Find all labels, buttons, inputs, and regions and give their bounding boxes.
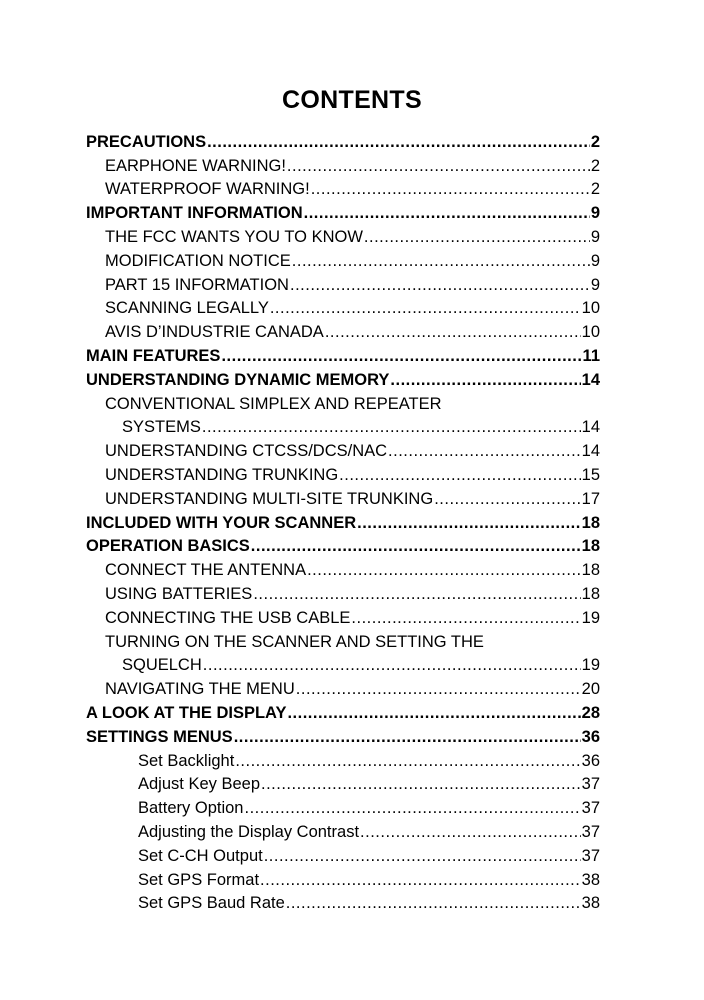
toc-entry-page: 9 <box>590 275 600 294</box>
toc-entry-label: USING BATTERIES <box>105 584 253 603</box>
toc-entry-label: Adjust Key Beep <box>138 775 260 794</box>
toc-entry[interactable] <box>86 747 600 771</box>
toc-leader-dots <box>292 251 590 271</box>
toc-entry-label: UNDERSTANDING TRUNKING <box>105 465 339 484</box>
toc-entry-page: 14 <box>581 370 600 389</box>
toc-leader-dots <box>307 560 581 580</box>
toc-entry-page: 9 <box>590 251 600 270</box>
toc-leader-dots <box>434 489 580 509</box>
toc-entry-label: Set GPS Format <box>138 870 260 889</box>
toc-entry-label: SQUELCH <box>122 656 202 675</box>
toc-entry-page: 14 <box>581 442 600 461</box>
toc-entry[interactable] <box>86 699 600 723</box>
toc-entry[interactable] <box>86 652 600 676</box>
toc-entry-page: 37 <box>581 775 600 794</box>
toc-entry-label: TURNING ON THE SCANNER AND SETTING THE <box>105 632 484 651</box>
toc-entry-label: Set GPS Baud Rate <box>138 894 285 913</box>
toc-entry-label: Set C-CH Output <box>138 846 263 865</box>
toc-entry-page: 38 <box>581 870 600 889</box>
toc-leader-dots <box>390 370 580 390</box>
toc-entry-page: 10 <box>581 299 600 318</box>
toc-entry[interactable] <box>86 437 600 461</box>
toc-entry-page: 9 <box>590 204 600 223</box>
toc-leader-dots <box>339 465 580 485</box>
toc-leader-dots <box>251 536 581 556</box>
toc-entry-label: CONVENTIONAL SIMPLEX AND REPEATER <box>105 394 442 413</box>
toc-entry[interactable] <box>86 128 600 152</box>
toc-entry[interactable] <box>86 199 600 223</box>
toc-entry-label: PART 15 INFORMATION <box>105 275 289 294</box>
toc-leader-dots <box>221 346 581 366</box>
toc-entry-page: 11 <box>582 346 600 365</box>
toc-entry[interactable] <box>86 628 600 652</box>
toc-entry-page: 36 <box>581 751 600 770</box>
toc-leader-dots <box>270 298 581 318</box>
toc-entry-label: CONNECT THE ANTENNA <box>105 561 307 580</box>
toc-entry[interactable] <box>86 556 600 580</box>
toc-entry-label: UNDERSTANDING CTCSS/DCS/NAC <box>105 442 388 461</box>
toc-entry[interactable] <box>86 509 600 533</box>
toc-entry[interactable] <box>86 485 600 509</box>
toc-entry[interactable] <box>86 247 600 271</box>
toc-leader-dots <box>364 227 590 247</box>
toc-entry[interactable] <box>86 271 600 295</box>
toc-entry[interactable] <box>86 295 600 319</box>
toc-entry-label: Set Backlight <box>138 751 235 770</box>
toc-leader-dots <box>360 822 581 842</box>
toc-entry[interactable] <box>86 414 600 438</box>
toc-entry[interactable] <box>86 152 600 176</box>
toc-entry-page: 37 <box>581 799 600 818</box>
toc-leader-dots <box>261 774 581 794</box>
table-of-contents <box>86 128 600 913</box>
toc-entry-label: AVIS D’INDUSTRIE CANADA <box>105 323 324 342</box>
toc-entry-label: THE FCC WANTS YOU TO KNOW <box>105 227 363 246</box>
toc-entry[interactable] <box>86 366 600 390</box>
toc-entry-page: 14 <box>581 418 600 437</box>
toc-entry-label: INCLUDED WITH YOUR SCANNER <box>86 513 357 532</box>
toc-entry[interactable] <box>86 223 600 247</box>
toc-entry[interactable] <box>86 723 600 747</box>
toc-leader-dots <box>235 751 580 771</box>
toc-entry[interactable] <box>86 390 600 414</box>
toc-entry[interactable] <box>86 890 600 914</box>
toc-entry[interactable] <box>86 818 600 842</box>
toc-entry-label: UNDERSTANDING DYNAMIC MEMORY <box>86 370 390 389</box>
toc-leader-dots <box>260 870 581 890</box>
toc-entry-page: 18 <box>581 513 600 532</box>
toc-entry-page: 37 <box>581 822 600 841</box>
toc-leader-dots <box>311 179 590 199</box>
toc-entry-page: 10 <box>581 323 600 342</box>
toc-entry-label: SYSTEMS <box>122 418 201 437</box>
toc-entry-page: 36 <box>581 727 600 746</box>
toc-entry[interactable] <box>86 342 600 366</box>
toc-entry[interactable] <box>86 771 600 795</box>
toc-entry-page: 15 <box>581 465 600 484</box>
toc-entry[interactable] <box>86 533 600 557</box>
page-title: CONTENTS <box>282 86 422 114</box>
toc-leader-dots <box>286 893 581 913</box>
toc-entry-label: OPERATION BASICS <box>86 537 250 556</box>
toc-entry-label: UNDERSTANDING MULTI-SITE TRUNKING <box>105 489 434 508</box>
toc-entry[interactable] <box>86 842 600 866</box>
toc-entry-page: 17 <box>581 489 600 508</box>
toc-leader-dots <box>287 703 580 723</box>
toc-entry[interactable] <box>86 461 600 485</box>
toc-entry-label: EARPHONE WARNING! <box>105 156 286 175</box>
toc-entry-label: MAIN FEATURES <box>86 346 221 365</box>
toc-entry-label: Adjusting the Display Contrast <box>138 822 360 841</box>
toc-leader-dots <box>202 417 581 437</box>
toc-entry-page: 18 <box>581 584 600 603</box>
toc-entry-page: 19 <box>581 608 600 627</box>
toc-leader-dots <box>287 156 590 176</box>
toc-entry-label: SETTINGS MENUS <box>86 727 233 746</box>
toc-entry-page: 2 <box>590 132 600 151</box>
toc-leader-dots <box>357 513 581 533</box>
toc-entry-label: IMPORTANT INFORMATION <box>86 204 303 223</box>
toc-entry-page: 18 <box>581 561 600 580</box>
toc-entry-label: Battery Option <box>138 799 244 818</box>
toc-entry-page: 28 <box>581 703 600 722</box>
toc-entry[interactable] <box>86 580 600 604</box>
toc-leader-dots <box>296 679 581 699</box>
toc-leader-dots <box>264 846 581 866</box>
toc-leader-dots <box>325 322 581 342</box>
toc-leader-dots <box>253 584 580 604</box>
toc-entry-label: MODIFICATION NOTICE <box>105 251 291 270</box>
toc-entry[interactable] <box>86 604 600 628</box>
toc-leader-dots <box>244 798 580 818</box>
toc-entry-label: CONNECTING THE USB CABLE <box>105 608 351 627</box>
toc-entry[interactable] <box>86 675 600 699</box>
toc-leader-dots <box>351 608 580 628</box>
toc-entry-page: 9 <box>590 227 600 246</box>
toc-entry[interactable] <box>86 866 600 890</box>
toc-leader-dots <box>304 203 590 223</box>
toc-entry[interactable] <box>86 176 600 200</box>
toc-leader-dots <box>234 727 581 747</box>
toc-entry-label: A LOOK AT THE DISPLAY <box>86 703 287 722</box>
toc-leader-dots <box>388 441 581 461</box>
toc-entry-page: 20 <box>581 680 600 699</box>
toc-entry-page: 18 <box>581 537 600 556</box>
toc-entry-label: PRECAUTIONS <box>86 132 207 151</box>
toc-entry-label: WATERPROOF WARNING! <box>105 180 310 199</box>
toc-entry[interactable] <box>86 794 600 818</box>
toc-entry-page: 37 <box>581 846 600 865</box>
toc-leader-dots <box>203 655 581 675</box>
toc-leader-dots <box>290 275 590 295</box>
toc-entry-label: NAVIGATING THE MENU <box>105 680 295 699</box>
toc-entry-page: 2 <box>590 180 600 199</box>
toc-entry-page: 19 <box>581 656 600 675</box>
toc-entry-page: 38 <box>581 894 600 913</box>
toc-entry[interactable] <box>86 318 600 342</box>
toc-leader-dots <box>207 132 590 152</box>
toc-entry-page: 2 <box>590 156 600 175</box>
toc-entry-label: SCANNING LEGALLY <box>105 299 269 318</box>
